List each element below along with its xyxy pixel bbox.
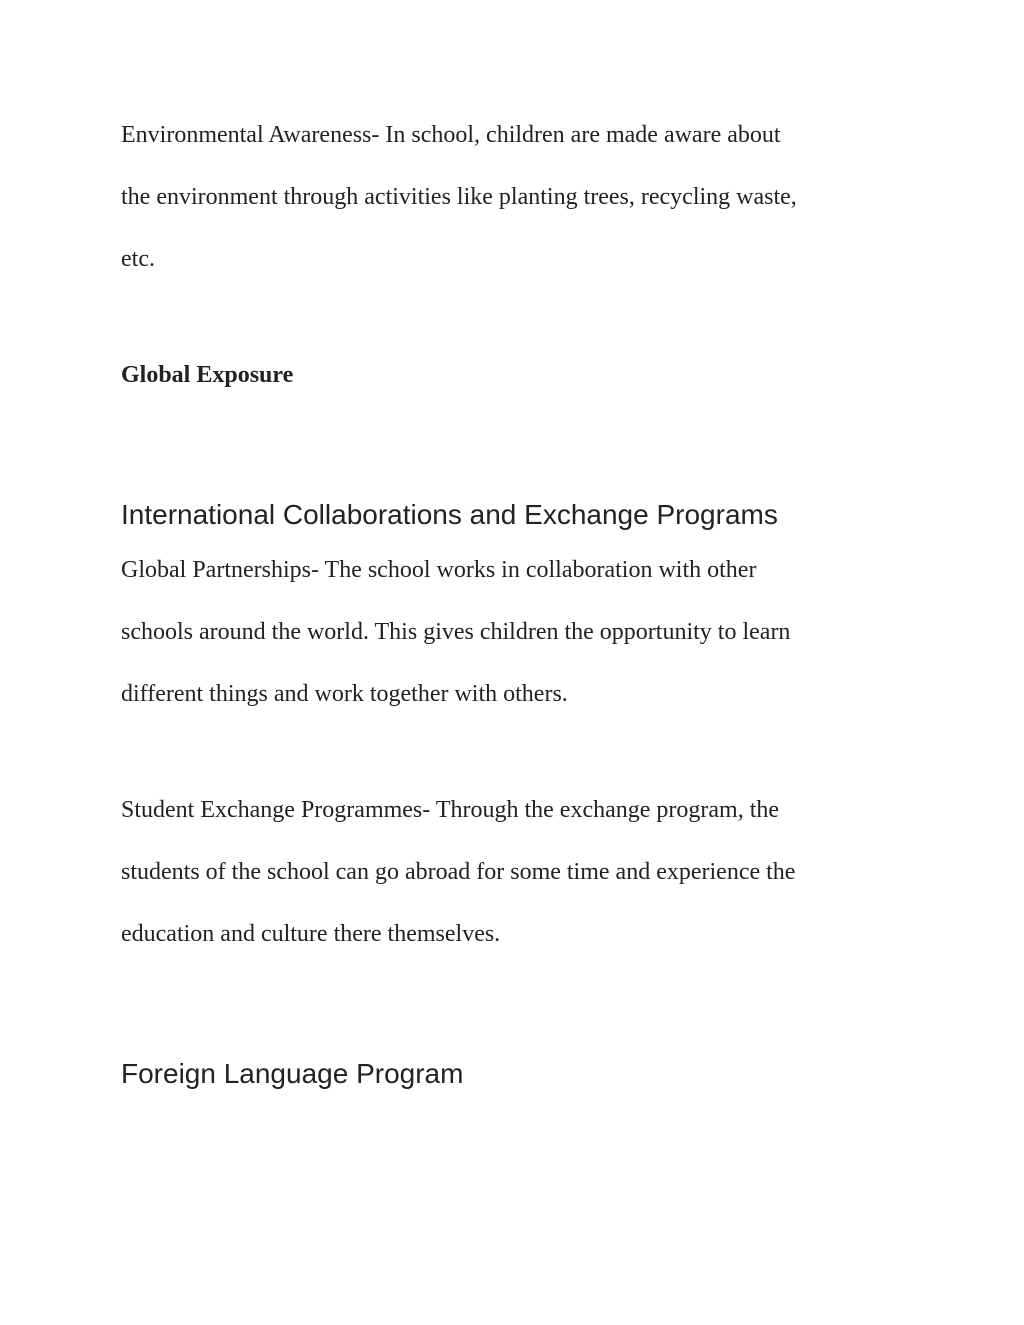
- paragraph-line: Student Exchange Programmes- Through the exchange program, the: [121, 797, 780, 823]
- paragraph-line: etc.: [121, 246, 155, 272]
- paragraph-line: Environmental Awareness- In school, children are made aware about: [121, 122, 781, 148]
- paragraph-line: the environment through activities like planting trees, recycling waste,: [121, 184, 797, 210]
- paragraph-line: Global Partnerships- The school works in collaboration with other: [121, 557, 757, 583]
- paragraph-line: different things and work together with others.: [121, 681, 568, 707]
- paragraph-line: schools around the world. This gives children the opportunity to learn: [121, 619, 791, 645]
- international-collaborations-heading: International Collaborations and Exchange Programs: [121, 499, 778, 530]
- global-exposure-heading: Global Exposure: [121, 362, 294, 388]
- paragraph-line: students of the school can go abroad for some time and experience the: [121, 859, 796, 885]
- foreign-language-heading: Foreign Language Program: [121, 1058, 464, 1089]
- paragraph-line: education and culture there themselves.: [121, 921, 501, 947]
